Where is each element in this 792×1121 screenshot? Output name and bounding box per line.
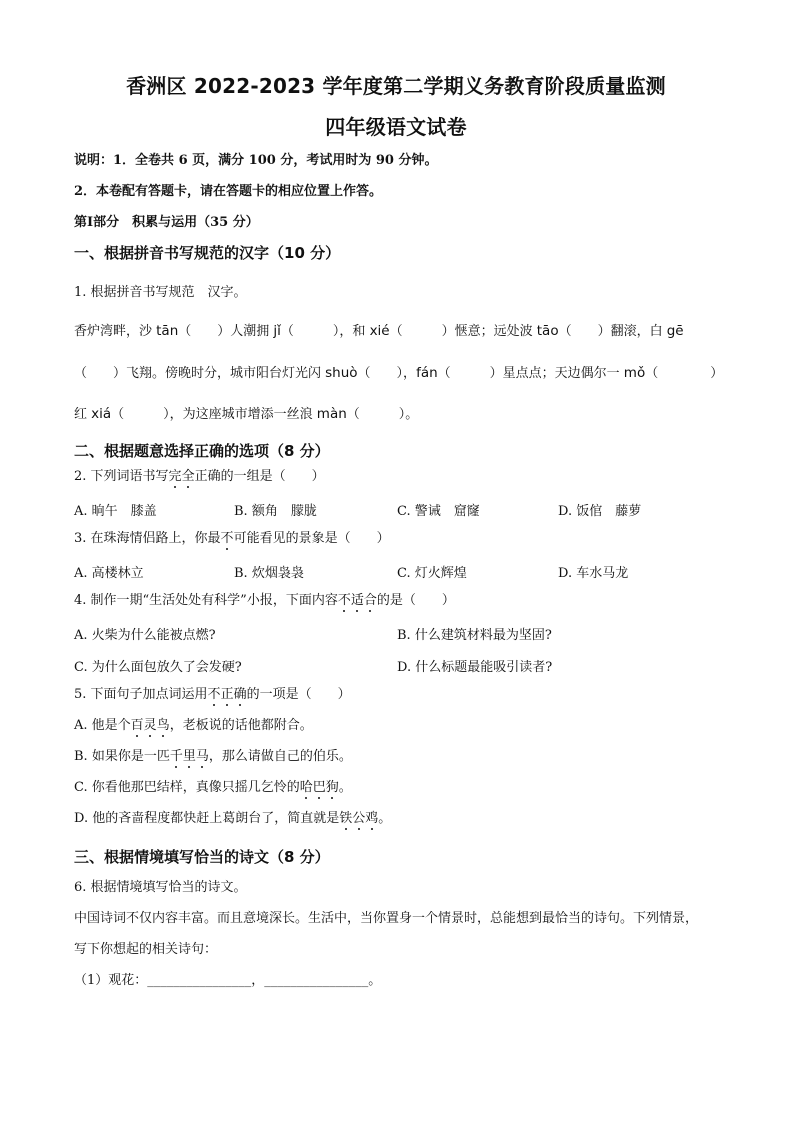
pinyin: xié	[369, 323, 390, 339]
text: 正确的一组是（ ）	[194, 469, 325, 484]
dotted-char: 哈	[299, 780, 313, 795]
pinyin: xiá	[91, 406, 112, 422]
question-4-stem	[74, 592, 455, 610]
blank[interactable]: （ ）星点点；天边偶尔一	[437, 366, 624, 381]
pinyin: tān	[156, 323, 179, 339]
paragraph-line-2: 写下你想起的相关诗句：	[74, 942, 218, 957]
text: A. 他是个	[74, 718, 131, 733]
section-heading-2: 二、根据题意选择正确的选项（8 分）	[74, 442, 330, 460]
pinyin: tāo	[536, 323, 559, 339]
pinyin: jǐ	[273, 323, 281, 339]
blank[interactable]: （ ）人潮拥	[178, 324, 274, 339]
blank[interactable]: （ ）飞翔。傍晚时分，城市阳台灯光闪	[74, 366, 326, 381]
exam-subtitle: 四年级语文试卷	[325, 115, 467, 139]
text: 2. 下列词语书写	[74, 469, 169, 484]
option-b[interactable]	[74, 748, 352, 766]
pinyin-row-3	[74, 405, 418, 424]
text: 3. 在珠海情侣路上，你最	[74, 531, 221, 546]
text: ，老板说的话他都附合。	[169, 718, 313, 733]
dotted-char: 千	[169, 749, 183, 764]
question-1-stem: 1. 根据拼音书写规范 汉字。	[74, 285, 247, 300]
dotted-char: 灵	[143, 718, 157, 733]
option-b[interactable]: B. 额角 朦胧	[234, 504, 317, 519]
option-a[interactable]: A. 晌午 膝盖	[74, 504, 157, 519]
dotted-char: 铁	[339, 811, 353, 826]
dotted-char: 巴	[312, 780, 326, 795]
dotted-char: 完	[168, 469, 182, 484]
dotted-char: 适	[350, 593, 364, 608]
option-a[interactable]: A. 高楼林立	[74, 566, 144, 581]
dotted-char: 不	[207, 687, 221, 702]
blank[interactable]: （ ）惬意；远处波	[389, 324, 537, 339]
text: 香炉湾畔，沙	[74, 324, 157, 339]
blank[interactable]: （ ）	[645, 366, 724, 381]
option-b[interactable]: B. 炊烟袅袅	[234, 566, 304, 581]
option-c[interactable]	[74, 779, 352, 797]
option-c[interactable]: C. 警诫 窟窿	[397, 504, 480, 519]
exam-title: 香洲区 2022-2023 学年度第二学期义务教育阶段质量监测	[126, 74, 666, 98]
dotted-char: 百	[130, 718, 144, 733]
pinyin-row-2	[74, 364, 723, 383]
text: 。	[378, 811, 392, 826]
question-3-stem	[74, 530, 390, 548]
pinyin-row-1	[74, 322, 684, 341]
dotted-char: 不	[220, 531, 234, 546]
text: B. 如果你是一匹	[74, 749, 170, 764]
question-2-stem	[74, 468, 325, 486]
option-c[interactable]: C. 灯火辉煌	[397, 566, 467, 581]
dotted-char: 马	[195, 749, 209, 764]
blank[interactable]: （ ），为这座城市增添一丝浪	[111, 407, 317, 422]
blank[interactable]: （ ），	[357, 366, 417, 381]
section-heading-1: 一、根据拼音书写规范的汉字（10 分）	[74, 244, 341, 262]
text: 可能看见的景象是（ ）	[233, 531, 390, 546]
dotted-char: 正	[220, 687, 234, 702]
text: ，那么请做自己的伯乐。	[208, 749, 352, 764]
text: 5. 下面句子加点词运用	[74, 687, 208, 702]
option-d[interactable]: D. 车水马龙	[558, 566, 629, 581]
dotted-char: 确	[233, 687, 247, 702]
option-d[interactable]: D. 饭倌 藤萝	[558, 504, 642, 519]
option-b[interactable]: B. 什么建筑材料最为坚固?	[397, 628, 552, 643]
pinyin: shuò	[325, 365, 358, 381]
dotted-char: 里	[182, 749, 196, 764]
blank[interactable]: （ ）。	[346, 407, 419, 422]
part-heading: 第Ⅰ部分 积累与运用（35 分）	[74, 215, 259, 230]
text: 的一项是（ ）	[246, 687, 351, 702]
pinyin: màn	[316, 406, 347, 422]
instruction-line-1: 说明：1．全卷共 6 页，满分 100 分，考试用时为 90 分钟。	[74, 153, 438, 168]
question-5-stem	[74, 686, 351, 704]
option-a[interactable]	[74, 717, 313, 735]
text: 4. 制作一期“生活处处有科学”小报，下面内容	[74, 593, 338, 608]
dotted-char: 全	[181, 469, 195, 484]
option-d[interactable]: D. 什么标题最能吸引读者?	[397, 660, 553, 675]
section-heading-3: 三、根据情境填写恰当的诗文（8 分）	[74, 848, 330, 866]
text: 。	[338, 780, 352, 795]
text: 的是（ ）	[376, 593, 455, 608]
paragraph-line-1: 中国诗词不仅内容丰富。而且意境深长。生活中，当你置身一个情景时，总能想到最恰当的诗句。下列情景，	[74, 911, 699, 926]
dotted-char: 鸡	[365, 811, 379, 826]
text: C. 你看他那巴结样，真像只摇几乞怜的	[74, 780, 300, 795]
option-a[interactable]: A. 火柴为什么能被点燃?	[74, 628, 216, 643]
dotted-char: 不	[337, 593, 351, 608]
dotted-char: 鸟	[156, 718, 170, 733]
pinyin: mǒ	[623, 365, 646, 381]
instruction-line-2: 2．本卷配有答题卡，请在答题卡的相应位置上作答。	[74, 184, 383, 199]
pinyin: fán	[416, 365, 438, 381]
question-6-stem: 6. 根据情境填写恰当的诗文。	[74, 880, 247, 895]
dotted-char: 狗	[325, 780, 339, 795]
dotted-char: 合	[363, 593, 377, 608]
option-d[interactable]	[74, 810, 391, 828]
fill-item-1[interactable]: （1）观花：________________，________________。	[74, 973, 382, 988]
pinyin: gē	[666, 323, 684, 339]
blank[interactable]: （ ）翻滚，白	[558, 324, 667, 339]
dotted-char: 公	[352, 811, 366, 826]
blank[interactable]: （ ），和	[280, 324, 370, 339]
option-c[interactable]: C. 为什么面包放久了会发硬?	[74, 660, 242, 675]
text: D. 他的吝啬程度都快赶上葛朗台了，简直就是	[74, 811, 340, 826]
text: 红	[74, 407, 92, 422]
